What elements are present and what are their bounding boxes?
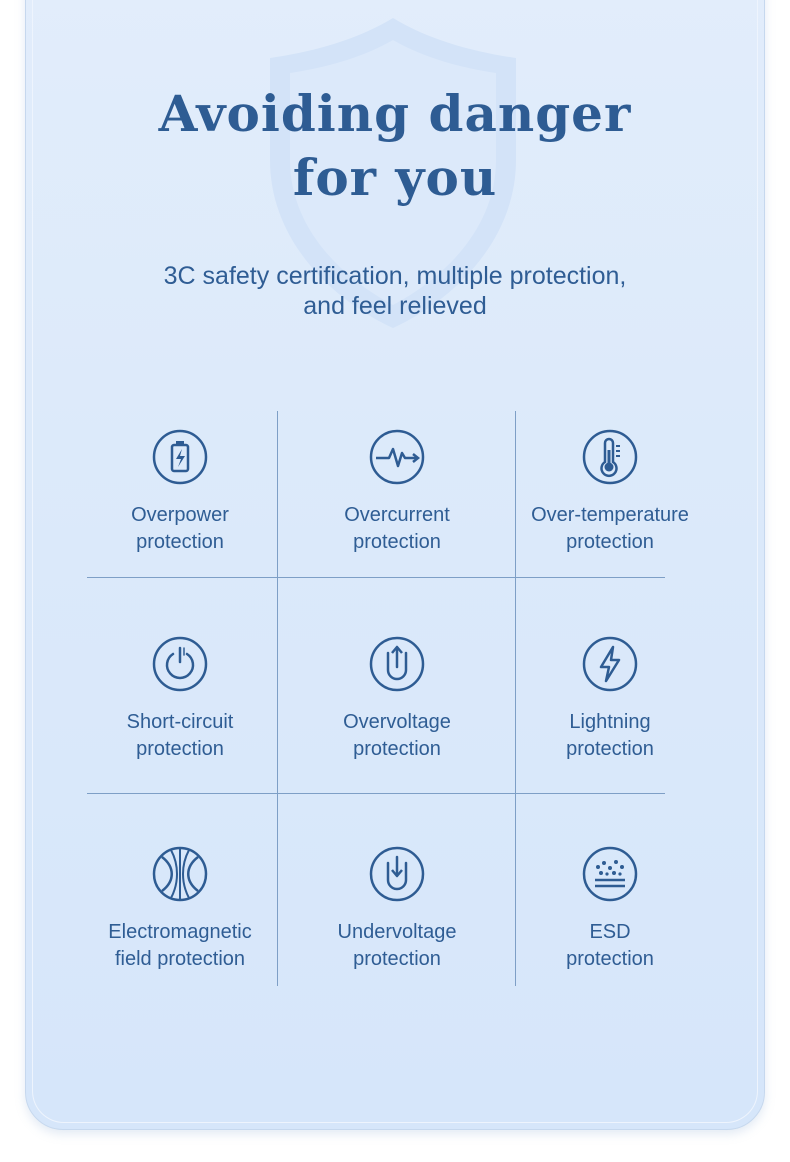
feature-label: Lightning protection — [566, 711, 654, 760]
lightning-icon — [581, 635, 639, 693]
feature-label: Electromagnetic field protection — [108, 921, 252, 970]
feature-electromagnetic — [80, 845, 280, 973]
voltage-up-icon — [368, 635, 426, 693]
page-subtitle — [0, 261, 790, 321]
feature-label: Short-circuit protection — [126, 711, 234, 760]
current-wave-icon — [368, 428, 426, 486]
thermometer-icon — [581, 428, 639, 486]
grid-divider-h2 — [87, 793, 665, 794]
subtitle-line-1: 3C safety certification, multiple protection, — [163, 262, 627, 290]
feature-overcurrent — [297, 428, 497, 556]
feature-label: ESD protection — [566, 921, 654, 970]
feature-over-temperature — [510, 428, 710, 556]
battery-bolt-icon — [151, 428, 209, 486]
feature-label: Undervoltage protection — [337, 921, 457, 970]
feature-lightning — [510, 635, 710, 763]
feature-label: Overpower protection — [131, 504, 229, 553]
grid-divider-h1 — [87, 577, 665, 578]
feature-label: Overcurrent protection — [344, 504, 450, 553]
magnetic-field-icon — [151, 845, 209, 903]
feature-esd — [510, 845, 710, 973]
page-title — [0, 82, 790, 210]
feature-label: Overvoltage protection — [343, 711, 451, 760]
feature-short-circuit — [80, 635, 280, 763]
esd-particles-icon — [581, 845, 639, 903]
title-line-2: for you — [292, 148, 498, 207]
feature-undervoltage — [297, 845, 497, 973]
voltage-down-icon — [368, 845, 426, 903]
feature-overvoltage — [297, 635, 497, 763]
title-line-1: Avoiding danger — [158, 84, 632, 143]
feature-label: Over-temperature protection — [531, 504, 689, 553]
feature-overpower — [80, 428, 280, 556]
power-icon — [151, 635, 209, 693]
subtitle-line-2: and feel relieved — [303, 292, 487, 320]
